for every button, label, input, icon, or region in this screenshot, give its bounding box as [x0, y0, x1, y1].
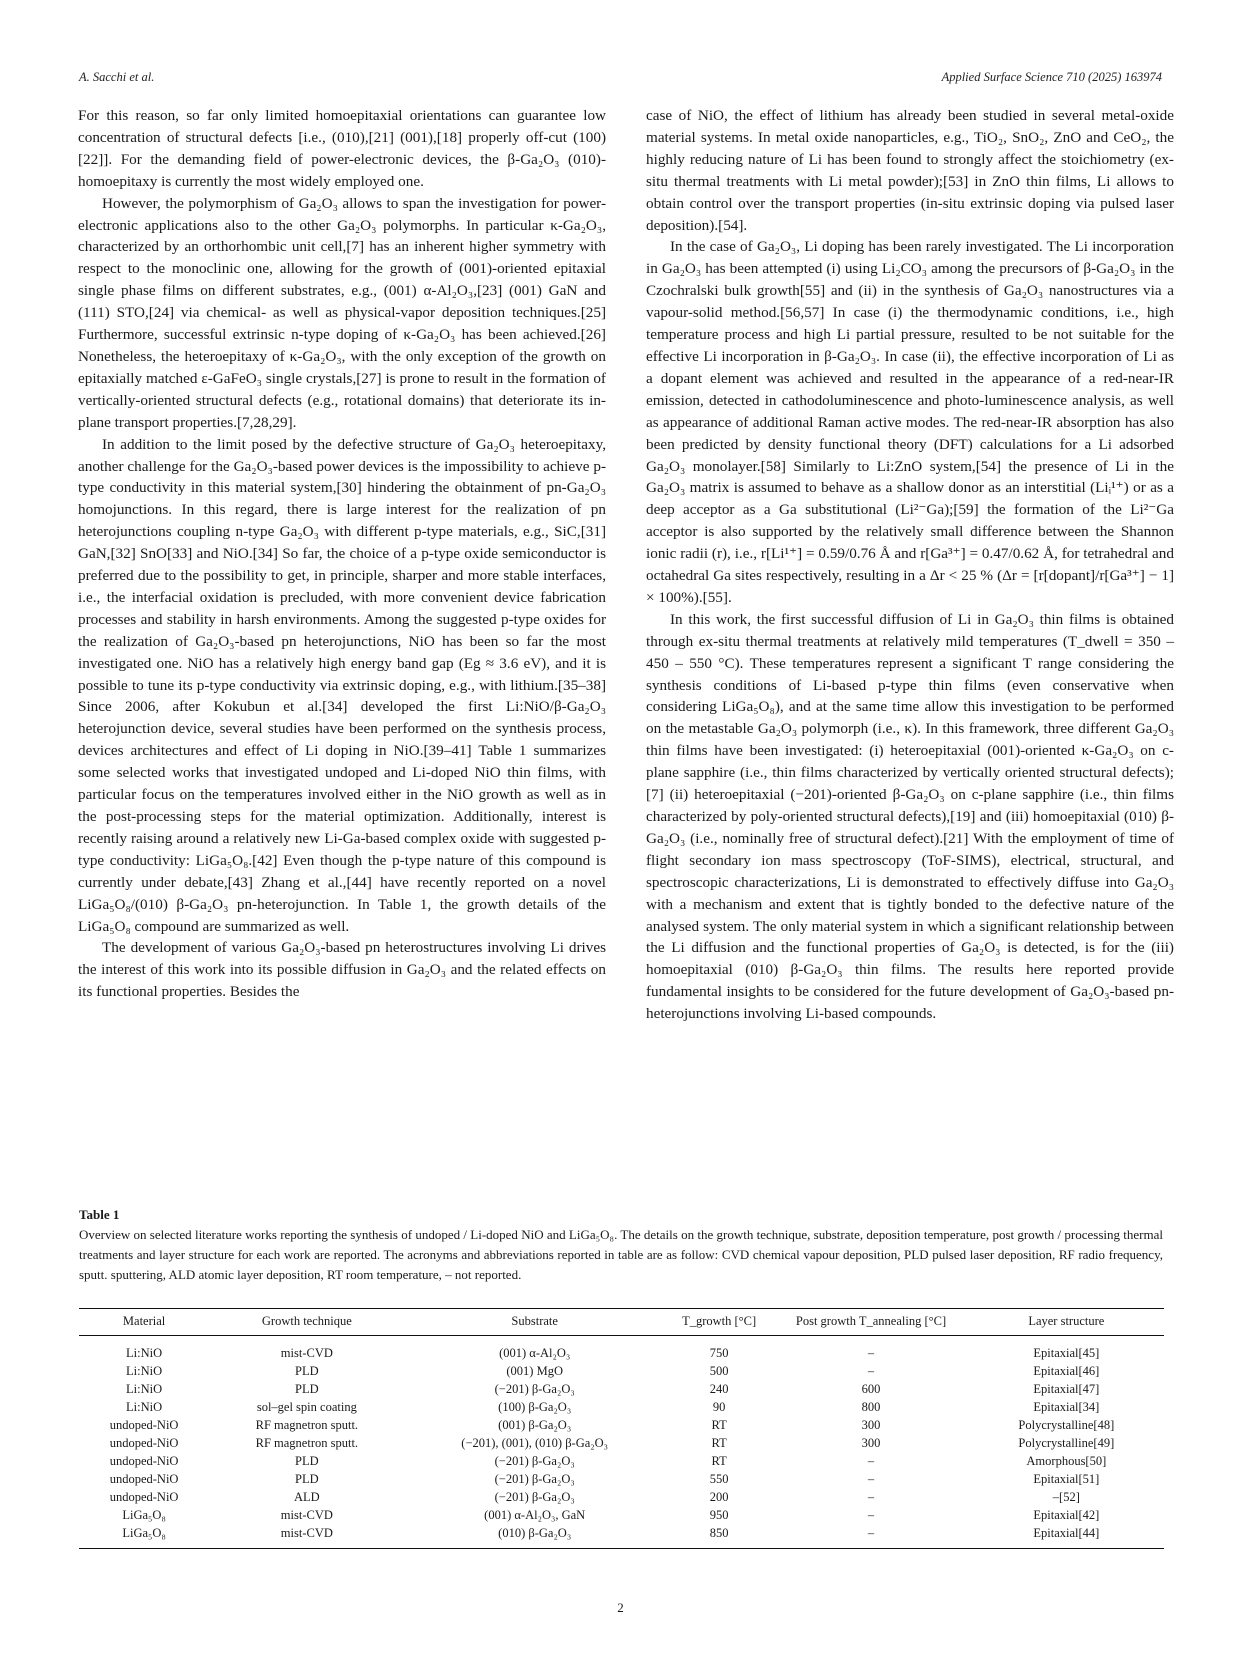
table-cell: 500	[709, 1364, 729, 1378]
running-header-journal: Applied Surface Science 710 (2025) 163974	[941, 70, 1162, 84]
table-cell: mist-CVD	[209, 1524, 404, 1549]
table-cell: (100) β-Ga₂O₃	[498, 1400, 572, 1414]
table-cell: RT	[711, 1436, 727, 1450]
table-cell: Epitaxial[47]	[1033, 1382, 1100, 1396]
table-row	[79, 1398, 1164, 1416]
table-cell: Li:NiO	[126, 1382, 163, 1396]
literature-table	[79, 1308, 1164, 1549]
table-cell: RT	[711, 1454, 727, 1468]
table-cell: (−201) β-Ga₂O₃	[494, 1472, 575, 1486]
paragraph: The development of various Ga₂O₃-based pn heterostructures involving Li drives the interest of this work into its possible diffusion in Ga₂O₃ and the related effects on its functional properties. Besides the	[78, 939, 606, 1001]
table-cell: (001) MgO	[506, 1364, 563, 1378]
table-cell: Epitaxial[44]	[969, 1524, 1164, 1549]
table-cell: Epitaxial[42]	[1033, 1508, 1100, 1522]
table-row	[79, 1362, 1164, 1380]
table-cell: RF magnetron sputt.	[255, 1436, 359, 1450]
table-cell: undoped-NiO	[109, 1418, 179, 1432]
table-cell: 850	[665, 1524, 774, 1549]
table-header-cell: Post growth T_annealing [°C]	[773, 1309, 968, 1336]
paragraph: case of NiO, the effect of lithium has already been studied in several metal-oxide material systems. In metal oxide nanoparticles, e.g., TiO₂, SnO₂, ZnO and CeO₂, the highly reducing nature of Li has been found to strongly affect the stoichiometry (ex-situ thermal treatments with Li metal powder);[53] in ZnO thin films, Li allows to obtain control over the transport properties (in-situ extrinsic doping via pulsed laser deposition).[54].	[646, 107, 1174, 234]
table-cell: PLD	[295, 1364, 319, 1378]
table-cell: 90	[712, 1400, 726, 1414]
table-cell: Polycrystalline[49]	[1018, 1436, 1115, 1450]
table-cell: undoped-NiO	[109, 1472, 179, 1486]
right-text-column	[646, 105, 1174, 1025]
table-cell: LiGa₅O₈	[122, 1508, 166, 1522]
table-cell: –	[867, 1472, 875, 1486]
table-cell: undoped-NiO	[109, 1436, 179, 1450]
table-cell: undoped-NiO	[109, 1490, 179, 1504]
table-header-row	[79, 1309, 1164, 1336]
table-cell: PLD	[295, 1454, 319, 1468]
table-row	[79, 1416, 1164, 1434]
paragraph: In this work, the first successful diffusion of Li in Ga₂O₃ thin films is obtained through ex-situ thermal treatments at relatively mild temperatures (T_dwell = 350 – 450 – 550 °C). These temperatures represent a significant T range considering the synthesis conditions of Li-based p-type thin films (even conservative when considering LiGa₅O₈), and at the same time allow this investigation to be performed on the metastable Ga₂O₃ polymorph (i.e., κ). In this framework, three different Ga₂O₃ thin films have been investigated: (i) heteroepitaxial (001)-oriented κ-Ga₂O₃ on c-plane sapphire (i.e., thin films characterized by vertically oriented structural defects);[7] (ii) heteroepitaxial (−201)-oriented β-Ga₂O₃ on c-plane sapphire (i.e., thin films characterized by poly-oriented structural defects),[19] and (iii) homoepitaxial (010) β-Ga₂O₃ (i.e., nominally free of structural defect).[21] With the employment of time of flight secondary ion mass spectroscopy (ToF-SIMS), electrical, structural, and spectroscopic characterizations, Li is demonstrated to effectively diffuse into Ga₂O₃ with a mechanism and extent that is tightly bonded to the defective nature of the analysed system. The only material system in which a significant relationship between the Li diffusion and the functional properties of Ga₂O₃ is detected, is for the (iii) homoepitaxial (010) β-Ga₂O₃ thin films. The results here reported provide fundamental insights to be considered for the future development of Ga₂O₃-based pn-heterojunctions involving Li-based compounds.	[646, 610, 1174, 1023]
paragraph: In the case of Ga₂O₃, Li doping has been rarely investigated. The Li incorporation in Ga₂O₃ has been attempted (i) using Li₂CO₃ among the precursors of β-Ga₂O₃ in the Czochralski bulk growth[55] and (ii) in the synthesis of Ga₂O₃ nanostructures via a vapour-solid method.[56,57] In case (i) the thermodynamic conditions, i.e., high temperature process and high Li partial pressure, resulted to be not suitable for the effective Li incorporation in β-Ga₂O₃. In case (ii), the effective incorporation of Li as a dopant element was achieved and resulted in the appearance of a red-near-IR emission, detected in cathodoluminescence and photo-luminescence analysis, as well as appearance of additional Raman active modes. The red-near-IR absorption has also been predicted by density functional theory (DFT) calculations for a Li adsorbed Ga₂O₃ monolayer.[58] Similarly to Li:ZnO system,[54] the presence of Li in the Ga₂O₃ matrix is assumed to behave as a shallow donor as an interstitial (Liᵢ¹⁺) or as a deep acceptor as a Ga substitutional (Li²⁻Ga);[59] the formation of the Li²⁻Ga acceptor is also supported by the relatively small difference between the Shannon ionic radii (r), i.e., r[Li¹⁺] = 0.59/0.76 Å and r[Ga³⁺] = 0.47/0.62 Å, for tetrahedral and octahedral Ga sites respectively, resulting in a Δr < 25 % (Δr = [r[dopant]/r[Ga³⁺] − 1] × 100%).[55].	[646, 238, 1174, 606]
table-cell: 300	[861, 1418, 881, 1432]
table-cell: 750	[709, 1346, 729, 1360]
table-cell: –	[867, 1346, 875, 1360]
table-cell: Polycrystalline[48]	[1018, 1418, 1115, 1432]
table-cell: –	[867, 1454, 875, 1468]
table-cell: undoped-NiO	[109, 1454, 179, 1468]
table-cell: 600	[861, 1382, 881, 1396]
table-cell: –	[867, 1364, 875, 1378]
table-cell: 800	[861, 1400, 881, 1414]
table-cell: (001) α-Al₂O₃, GaN	[484, 1508, 586, 1522]
table-header-cell: T_growth [°C]	[665, 1309, 774, 1336]
table-cell: (−201), (001), (010) β-Ga₂O₃	[461, 1436, 609, 1450]
table-header-cell: Material	[79, 1309, 209, 1336]
table-row	[79, 1470, 1164, 1488]
table-row	[79, 1434, 1164, 1452]
table-cell: Epitaxial[45]	[1033, 1346, 1100, 1360]
table-cell: –[52]	[1052, 1490, 1080, 1504]
table-cell: Amorphous[50]	[1026, 1454, 1107, 1468]
table-cell: RF magnetron sputt.	[255, 1418, 359, 1432]
paragraph: In addition to the limit posed by the defective structure of Ga₂O₃ heteroepitaxy, another challenge for the Ga₂O₃-based power devices is the impossibility to achieve p-type conductivity in this material system,[30] hindering the obtainment of pn-Ga₂O₃ homojunctions. In this regard, there is large interest for the realization of pn heterojunctions coupling n-type Ga₂O₃ with different p-type materials, e.g., SiC,[31] GaN,[32] SnO[33] and NiO.[34] So far, the choice of a p-type oxide semiconductor is preferred due to the possibility to get, in principle, sharper and more stable interfaces, i.e., the interfacial oxidation is precluded, with more convenient device fabrication processes and stability in harsh environments. Among the suggested p-type oxides for the realization of Ga₂O₃-based pn heterojunctions, NiO has been so far the most investigated one. NiO has a relatively high energy band gap (Eg ≈ 3.6 eV), and it is possible to tune its p-type conductivity via extrinsic doping, e.g., with lithium.[35–38] Since 2006, after Kokubun et al.[34] developed the first Li:NiO/β-Ga₂O₃ heterojunction device, several studies have been performed on the synthesis process, devices architectures and effect of Li doping in NiO.[39–41] Table 1 summarizes some selected works that investigated undoped and Li-doped NiO thin films, with particular focus on the temperatures involved either in the NiO growth as well as in the post-processing steps for the material optimization. Additionally, interest is recently raising around a relatively new Li-Ga-based complex oxide with suggested p-type conductivity: LiGa₅O₈.[42] Even though the p-type nature of this compound is currently under debate,[43] Zhang et al.,[44] have recently reported on a novel LiGa₅O₈/(010) β-Ga₂O₃ pn-heterojunction. In Table 1, the growth details of the LiGa₅O₈ compound are summarized as well.	[78, 435, 606, 935]
running-header-authors: A. Sacchi et al.	[79, 70, 155, 84]
table-cell: ALD	[293, 1490, 320, 1504]
table-cell: 950	[709, 1508, 729, 1522]
table-cell: PLD	[295, 1382, 319, 1396]
table-row	[79, 1488, 1164, 1506]
table-cell: mist-CVD	[280, 1346, 333, 1360]
table-cell: Epitaxial[46]	[1033, 1364, 1100, 1378]
table-cell: LiGa₅O₈	[79, 1524, 209, 1549]
table-cell: 550	[709, 1472, 729, 1486]
table-cell: mist-CVD	[280, 1508, 333, 1522]
table-row	[79, 1524, 1164, 1549]
table-cell: sol–gel spin coating	[256, 1400, 357, 1414]
table-row	[79, 1452, 1164, 1470]
table-header-cell: Growth technique	[209, 1309, 404, 1336]
table-row	[79, 1380, 1164, 1398]
table-cell: (001) β-Ga₂O₃	[498, 1418, 572, 1432]
table-cell: (010) β-Ga₂O₃	[404, 1524, 664, 1549]
table-cell: Epitaxial[51]	[1033, 1472, 1100, 1486]
table-caption-text: Overview on selected literature works reporting the synthesis of undoped / Li-doped NiO and LiGa₅O₈. The details on the growth technique, substrate, deposition temperature, post growth / processing thermal treatments and layer structure for each work are reported. The acronyms and abbreviations reported in table are as follow: CVD chemical vapour deposition, PLD pulsed laser deposition, RF radio frequency, sputt. sputtering, ALD atomic layer deposition, RT room temperature, – not reported.	[79, 1227, 1163, 1282]
table-caption	[79, 1205, 1163, 1285]
page-number: 2	[617, 1600, 624, 1615]
table-row	[79, 1506, 1164, 1524]
table-cell: RT	[711, 1418, 727, 1432]
table-cell: 240	[709, 1382, 729, 1396]
table-cell: (−201) β-Ga₂O₃	[494, 1454, 575, 1468]
table-cell: Epitaxial[34]	[1033, 1400, 1100, 1414]
table-cell: –	[773, 1524, 968, 1549]
left-text-column	[78, 105, 606, 1003]
table-row	[79, 1336, 1164, 1363]
table-cell: PLD	[295, 1472, 319, 1486]
table-header-cell: Layer structure	[969, 1309, 1164, 1336]
table-header-cell: Substrate	[404, 1309, 664, 1336]
paragraph: For this reason, so far only limited homoepitaxial orientations can guarantee low concentration of structural defects [i.e., (010),[21] (001),[18] properly off-cut (100)[22]]. For the demanding field of power-electronic devices, the β-Ga₂O₃ (010)-homoepitaxy is currently the most widely employed one.	[78, 107, 606, 190]
table-cell: 200	[709, 1490, 729, 1504]
table-cell: –	[867, 1508, 875, 1522]
paragraph: However, the polymorphism of Ga₂O₃ allows to span the investigation for power-electronic applications also to the other Ga₂O₃ polymorphs. In particular κ-Ga₂O₃, characterized by an orthorhombic unit cell,[7] has an inherent higher symmetry with respect to the monoclinic one, allowing for the growth of (001)-oriented epitaxial single phase films on different substrates, e.g., (001) α-Al₂O₃,[23] (001) GaN and (111) STO,[24] via chemical- as well as physical-vapor deposition techniques.[25] Furthermore, successful extrinsic n-type doping of κ-Ga₂O₃ has been achieved.[26] Nonetheless, the heteroepitaxy of κ-Ga₂O₃, with the only exception of the growth on epitaxially matched ε-GaFeO₃ single crystals,[27] is prone to result in the formation of vertically-oriented structural defects (e.g., rotational domains) that deteriorate its in-plane transport properties.[7,28,29].	[78, 194, 606, 431]
table-cell: (001) α-Al₂O₃	[499, 1346, 571, 1360]
table-cell: –	[867, 1490, 875, 1504]
table-label: Table 1	[79, 1207, 120, 1222]
table-cell: (−201) β-Ga₂O₃	[494, 1382, 575, 1396]
table-cell: 300	[861, 1436, 881, 1450]
table-cell: (−201) β-Ga₂O₃	[494, 1490, 575, 1504]
table-cell: Li:NiO	[126, 1346, 163, 1360]
table-cell: Li:NiO	[126, 1400, 163, 1414]
table-cell: Li:NiO	[126, 1364, 163, 1378]
